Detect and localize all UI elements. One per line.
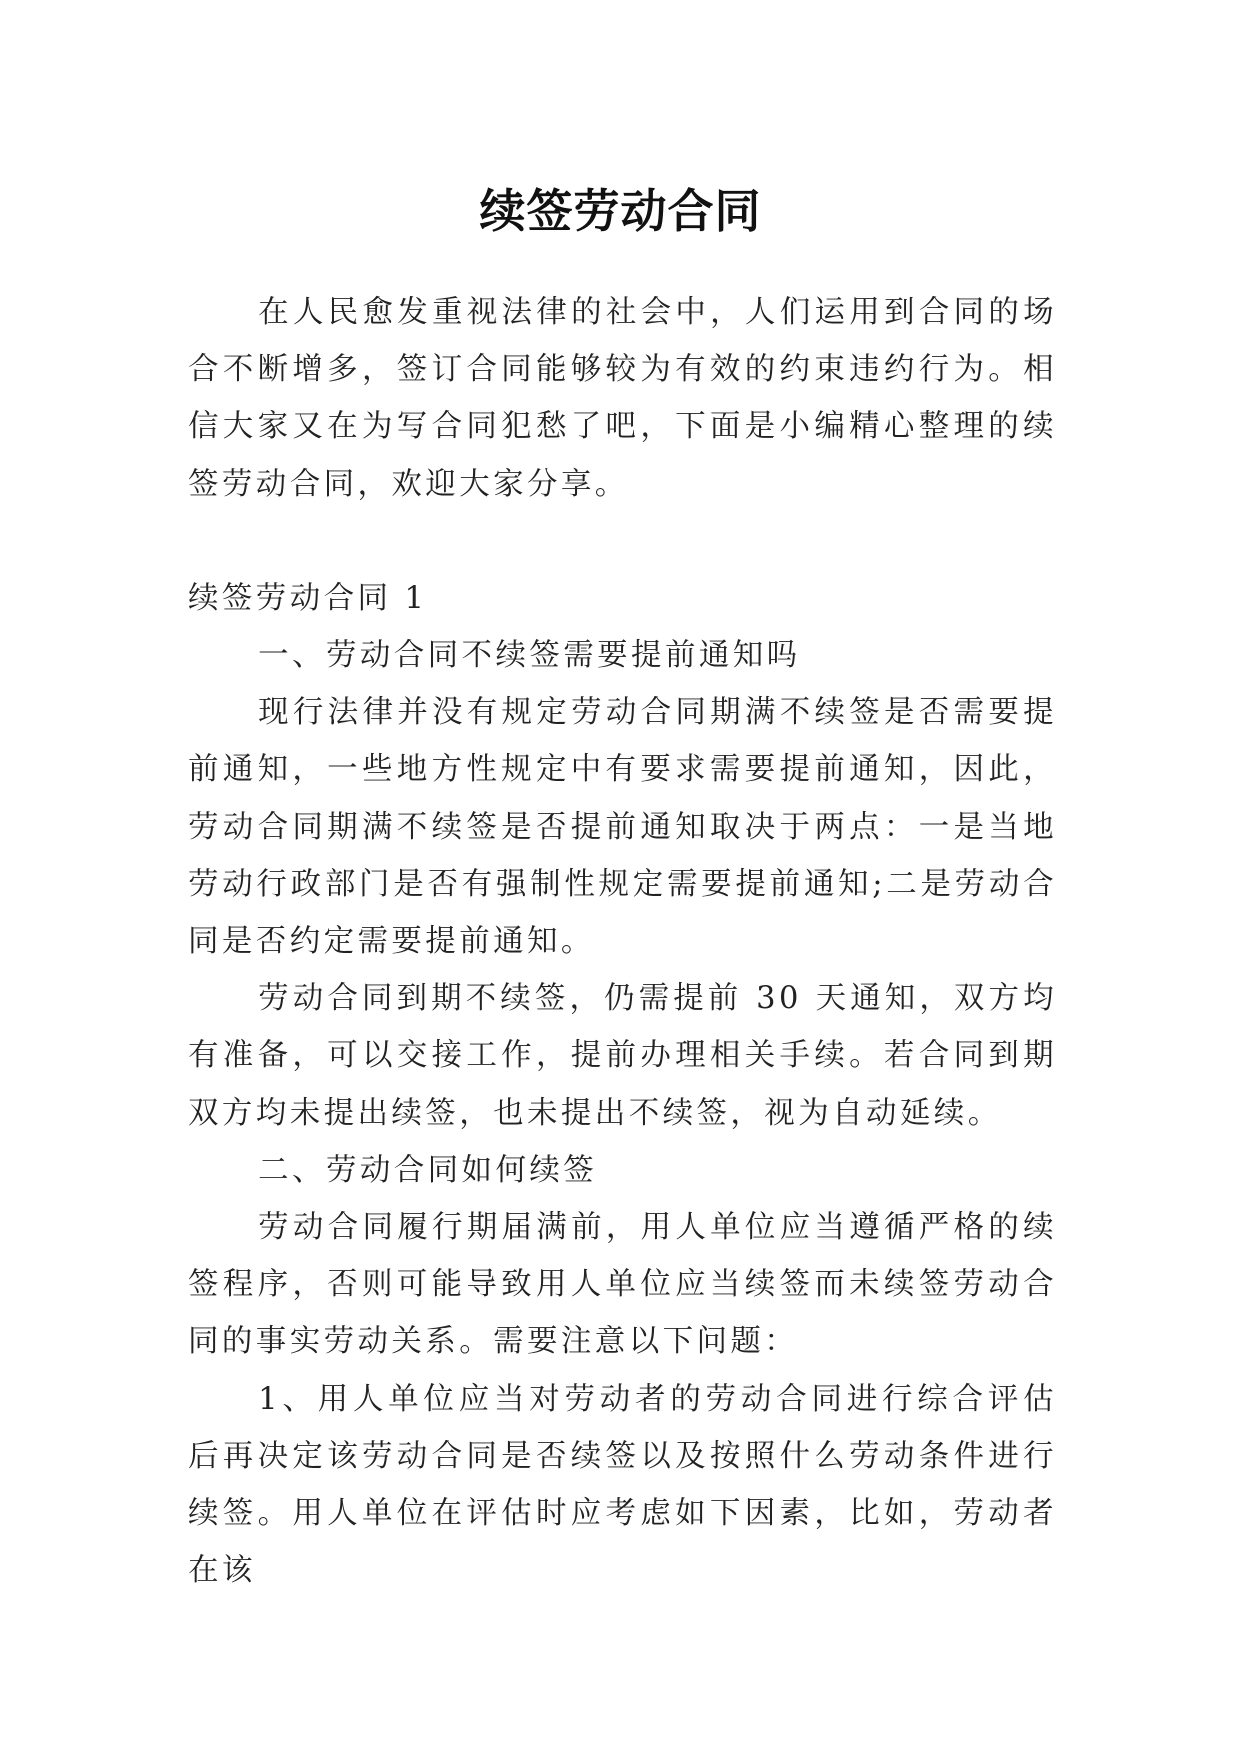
intro-paragraph: 在人民愈发重视法律的社会中，人们运用到合同的场合不断增多，签订合同能够较为有效的约束违约行为。相信大家又在为写合同犯愁了吧，下面是小编精心整理的续签劳动合同，欢迎大家分享。 bbox=[188, 295, 1057, 502]
document-body bbox=[188, 284, 1057, 1599]
body-paragraph-2: 劳动合同到期不续签，仍需提前 30 天通知，双方均有准备，可以交接工作，提前办理相关手续。若合同到期双方均未提出续签，也未提出不续签，视为自动延续。 bbox=[188, 981, 1057, 1131]
body-paragraph-3: 劳动合同履行期届满前，用人单位应当遵循严格的续签程序，否则可能导致用人单位应当续签而未续签劳动合同的事实劳动关系。需要注意以下问题： bbox=[188, 1210, 1057, 1360]
section-heading: 续签劳动合同 1 bbox=[188, 580, 428, 616]
subheading-2: 二、劳动合同如何续签 bbox=[258, 1152, 598, 1188]
body-paragraph-4: 1、用人单位应当对劳动者的劳动合同进行综合评估后再决定该劳动合同是否续签以及按照什么劳动条件进行续签。用人单位在评估时应考虑如下因素，比如，劳动者在该 bbox=[188, 1381, 1057, 1589]
subheading-1: 一、劳动合同不续签需要提前通知吗 bbox=[258, 638, 801, 674]
paragraph-spacer bbox=[188, 513, 1057, 570]
document-title: 续签劳动合同 bbox=[479, 183, 762, 238]
body-paragraph-1: 现行法律并没有规定劳动合同期满不续签是否需要提前通知，一些地方性规定中有要求需要提前通知，因此，劳动合同期满不续签是否提前通知取决于两点：一是当地劳动行政部门是否有强制性规定需要提前通知;二是劳动合同是否约定需要提前通知。 bbox=[188, 695, 1057, 960]
